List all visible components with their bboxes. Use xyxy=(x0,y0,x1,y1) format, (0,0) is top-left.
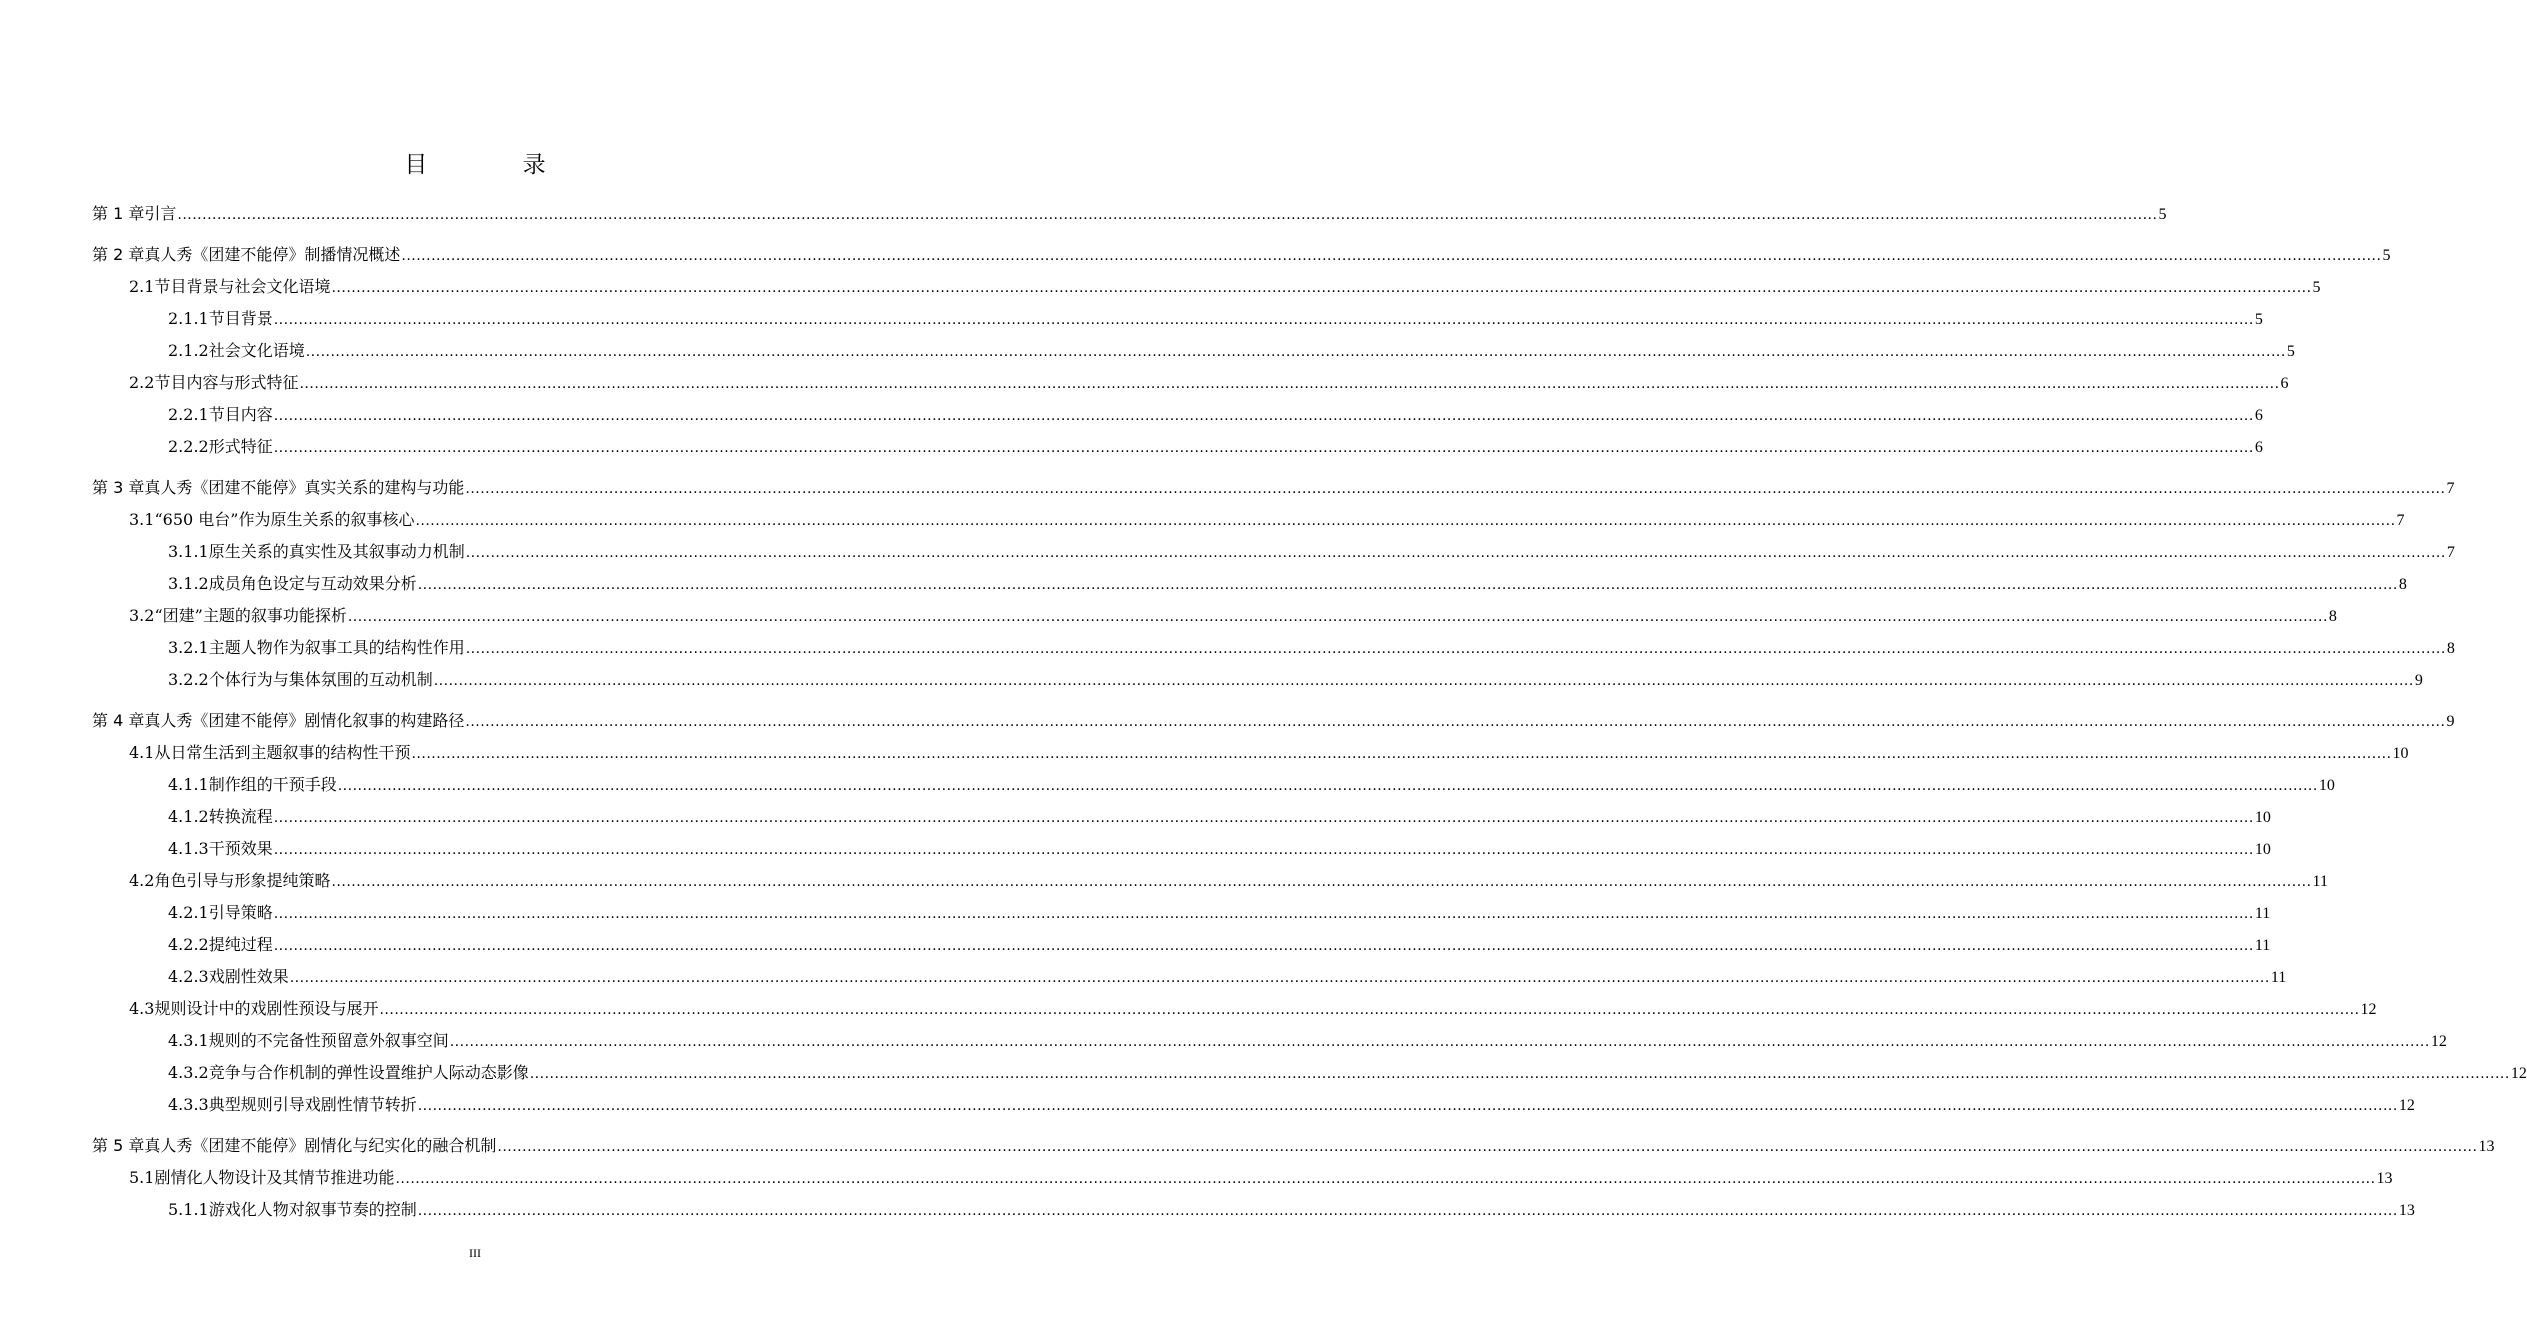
toc-entry-number: 5.1.1 xyxy=(168,1200,209,1219)
toc-entry-page: 6 xyxy=(2254,439,2263,456)
toc-entry-page: 10 xyxy=(2318,777,2335,794)
toc-subsection-entry[interactable] xyxy=(168,961,2287,993)
toc-entry-page: 5 xyxy=(2286,343,2295,360)
toc-dot-leader: ................................................................................................................................................................................................................................................................................................................................................................................................................ xyxy=(497,1139,2478,1155)
toc-dot-leader: ................................................................................................................................................................................................................................................................................................................................................................................................................ xyxy=(417,577,2398,593)
toc-chapter-entry[interactable] xyxy=(92,705,2455,737)
toc-entry-number: 第 2 章 xyxy=(92,245,145,264)
toc-entry-page: 8 xyxy=(2328,608,2337,625)
toc-entry-page: 11 xyxy=(2254,905,2271,922)
toc-entry-page: 5 xyxy=(2312,279,2321,296)
toc-dot-leader: ................................................................................................................................................................................................................................................................................................................................................................................................................ xyxy=(273,312,2254,328)
toc-subsection-entry[interactable] xyxy=(168,769,2335,801)
toc-entry-number: 3.2.1 xyxy=(168,638,209,657)
toc-entry-title: 原生关系的真实性及其叙事动力机制 xyxy=(208,542,465,561)
toc-chapter-entry[interactable] xyxy=(92,472,2455,504)
toc-entry-number: 3.2.2 xyxy=(168,670,209,689)
toc-entry-page: 7 xyxy=(2446,480,2455,497)
toc-dot-leader: ................................................................................................................................................................................................................................................................................................................................................................................................................ xyxy=(273,440,2254,456)
toc-subsection-entry[interactable] xyxy=(168,1089,2415,1121)
toc-entry-title: 节目背景与社会文化语境 xyxy=(154,277,331,296)
toc-subsection-entry[interactable] xyxy=(168,664,2423,696)
toc-entry-title: 从日常生活到主题叙事的结构性干预 xyxy=(154,743,411,762)
toc-chapter-entry[interactable] xyxy=(92,198,2167,230)
toc-entry-title: 规则的不完备性预留意外叙事空间 xyxy=(208,1031,449,1050)
toc-entry-page: 5 xyxy=(2254,311,2263,328)
toc-entry-number: 3.1 xyxy=(129,510,155,529)
toc-dot-leader: ................................................................................................................................................................................................................................................................................................................................................................................................................ xyxy=(465,641,2446,657)
toc-entry-number: 4.1.3 xyxy=(168,839,209,858)
toc-subsection-entry[interactable] xyxy=(168,536,2455,568)
toc-dot-leader: ................................................................................................................................................................................................................................................................................................................................................................................................................ xyxy=(465,714,2446,730)
toc-dot-leader: ................................................................................................................................................................................................................................................................................................................................................................................................................ xyxy=(415,513,2396,529)
toc-entry-number: 第 1 章 xyxy=(92,204,145,223)
toc-entry-title: 制作组的干预手段 xyxy=(208,775,337,794)
toc-entry-title: “团建”主题的叙事功能探析 xyxy=(154,606,347,625)
toc-section-entry[interactable] xyxy=(129,865,2328,897)
toc-subsection-entry[interactable] xyxy=(168,568,2407,600)
toc-entry-page: 11 xyxy=(2312,873,2328,890)
toc-entry-page: 5 xyxy=(2382,247,2391,264)
toc-dot-leader: ................................................................................................................................................................................................................................................................................................................................................................................................................ xyxy=(273,906,2254,922)
toc-entry-number: 3.1.2 xyxy=(168,574,209,593)
toc-entry-page: 6 xyxy=(2280,375,2289,392)
toc-dot-leader: ................................................................................................................................................................................................................................................................................................................................................................................................................ xyxy=(529,1066,2510,1082)
toc-entry-page: 13 xyxy=(2478,1138,2495,1155)
toc-entry-page: 5 xyxy=(2158,206,2167,223)
toc-dot-leader: ................................................................................................................................................................................................................................................................................................................................................................................................................ xyxy=(417,1098,2398,1114)
toc-entry-title: 干预效果 xyxy=(208,839,273,858)
toc-entry-page: 12 xyxy=(2510,1065,2527,1082)
toc-entry-title: 引言 xyxy=(144,204,177,223)
toc-subsection-entry[interactable] xyxy=(168,303,2263,335)
toc-dot-leader: ................................................................................................................................................................................................................................................................................................................................................................................................................ xyxy=(273,938,2254,954)
toc-entry-number: 4.3.1 xyxy=(168,1031,209,1050)
toc-entry-page: 7 xyxy=(2396,512,2405,529)
toc-entry-title: 典型规则引导戏剧性情节转折 xyxy=(208,1095,417,1114)
toc-entry-number: 4.1.2 xyxy=(168,807,209,826)
toc-entry-number: 2.2.1 xyxy=(168,405,209,424)
toc-section-entry[interactable] xyxy=(129,993,2377,1025)
toc-entry-number: 2.1.1 xyxy=(168,309,209,328)
toc-subsection-entry[interactable] xyxy=(168,399,2263,431)
toc-entry-title: 转换流程 xyxy=(208,807,273,826)
toc-subsection-entry[interactable] xyxy=(168,833,2271,865)
toc-dot-leader: ................................................................................................................................................................................................................................................................................................................................................................................................................ xyxy=(331,280,2312,296)
toc-entry-number: 2.1 xyxy=(129,277,155,296)
toc-subsection-entry[interactable] xyxy=(168,335,2295,367)
toc-entry-number: 5.1 xyxy=(129,1168,155,1187)
toc-entry-number: 4.1 xyxy=(129,743,155,762)
toc-entry-page: 7 xyxy=(2446,544,2455,561)
toc-subsection-entry[interactable] xyxy=(168,1057,2527,1089)
toc-subsection-entry[interactable] xyxy=(168,897,2271,929)
toc-entry-number: 第 3 章 xyxy=(92,478,145,497)
toc-entry-number: 4.2.2 xyxy=(168,935,209,954)
toc-section-entry[interactable] xyxy=(129,737,2409,769)
toc-entry-number: 2.2.2 xyxy=(168,437,209,456)
toc-entry-title: 真人秀《团建不能停》制播情况概述 xyxy=(144,245,401,264)
toc-entry-title: 真人秀《团建不能停》剧情化与纪实化的融合机制 xyxy=(144,1136,497,1155)
toc-subsection-entry[interactable] xyxy=(168,801,2271,833)
toc-entry-page: 10 xyxy=(2392,745,2409,762)
toc-dot-leader: ................................................................................................................................................................................................................................................................................................................................................................................................................ xyxy=(273,810,2254,826)
toc-dot-leader: ................................................................................................................................................................................................................................................................................................................................................................................................................ xyxy=(411,746,2392,762)
toc-section-entry[interactable] xyxy=(129,367,2289,399)
toc-section-entry[interactable] xyxy=(129,1162,2393,1194)
toc-chapter-entry[interactable] xyxy=(92,239,2391,271)
toc-dot-leader: ................................................................................................................................................................................................................................................................................................................................................................................................................ xyxy=(379,1002,2360,1018)
toc-entry-title: 成员角色设定与互动效果分析 xyxy=(208,574,417,593)
toc-dot-leader: ................................................................................................................................................................................................................................................................................................................................................................................................................ xyxy=(273,408,2254,424)
toc-entry-page: 9 xyxy=(2414,672,2423,689)
toc-entry-page: 6 xyxy=(2254,407,2263,424)
toc-dot-leader: ................................................................................................................................................................................................................................................................................................................................................................................................................ xyxy=(331,874,2312,890)
toc-dot-leader: ................................................................................................................................................................................................................................................................................................................................................................................................................ xyxy=(465,481,2446,497)
toc-subsection-entry[interactable] xyxy=(168,431,2263,463)
toc-subsection-entry[interactable] xyxy=(168,1025,2447,1057)
toc-dot-leader: ................................................................................................................................................................................................................................................................................................................................................................................................................ xyxy=(465,545,2446,561)
toc-entry-title: 引导策略 xyxy=(208,903,273,922)
toc-entry-number: 4.3.3 xyxy=(168,1095,209,1114)
toc-subsection-entry[interactable] xyxy=(168,632,2455,664)
toc-entry-number: 2.1.2 xyxy=(168,341,209,360)
toc-section-entry[interactable] xyxy=(129,271,2321,303)
toc-entry-number: 3.2 xyxy=(129,606,155,625)
toc-dot-leader: ................................................................................................................................................................................................................................................................................................................................................................................................................ xyxy=(433,673,2414,689)
toc-entry-page: 8 xyxy=(2446,640,2455,657)
toc-entry-title: 形式特征 xyxy=(208,437,273,456)
toc-entry-page: 9 xyxy=(2446,713,2455,730)
toc-subsection-entry[interactable] xyxy=(168,1194,2415,1226)
toc-entry-title: 真人秀《团建不能停》剧情化叙事的构建路径 xyxy=(144,711,465,730)
toc-entry-page: 8 xyxy=(2398,576,2407,593)
toc-section-entry[interactable] xyxy=(129,504,2405,536)
toc-dot-leader: ................................................................................................................................................................................................................................................................................................................................................................................................................ xyxy=(299,376,2280,392)
toc-entry-number: 4.3 xyxy=(129,999,155,1018)
toc-entry-page: 12 xyxy=(2430,1033,2447,1050)
toc-entry-number: 第 4 章 xyxy=(92,711,145,730)
toc-entry-title: 节目内容与形式特征 xyxy=(154,373,299,392)
toc-entry-title: 戏剧性效果 xyxy=(208,967,289,986)
toc-dot-leader: ................................................................................................................................................................................................................................................................................................................................................................................................................ xyxy=(273,842,2254,858)
toc-entry-title: 剧情化人物设计及其情节推进功能 xyxy=(154,1168,395,1187)
toc-dot-leader: ................................................................................................................................................................................................................................................................................................................................................................................................................ xyxy=(449,1034,2430,1050)
toc-dot-leader: ................................................................................................................................................................................................................................................................................................................................................................................................................ xyxy=(347,609,2328,625)
toc-entry-page: 12 xyxy=(2398,1097,2415,1114)
toc-entry-number: 4.1.1 xyxy=(168,775,209,794)
toc-entry-number: 4.2.1 xyxy=(168,903,209,922)
toc-entry-number: 4.2.3 xyxy=(168,967,209,986)
toc-entry-title: 规则设计中的戏剧性预设与展开 xyxy=(154,999,379,1018)
page-number-footer: III xyxy=(469,1246,481,1260)
toc-dot-leader: ................................................................................................................................................................................................................................................................................................................................................................................................................ xyxy=(401,248,2382,264)
toc-dot-leader: ................................................................................................................................................................................................................................................................................................................................................................................................................ xyxy=(395,1171,2376,1187)
toc-entry-page: 10 xyxy=(2254,841,2271,858)
toc-subsection-entry[interactable] xyxy=(168,929,2271,961)
toc-entry-page: 12 xyxy=(2360,1001,2377,1018)
toc-entry-title: 个体行为与集体氛围的互动机制 xyxy=(208,670,433,689)
toc-entry-title: 游戏化人物对叙事节奏的控制 xyxy=(208,1200,417,1219)
toc-entry-title: 提纯过程 xyxy=(208,935,273,954)
toc-dot-leader: ................................................................................................................................................................................................................................................................................................................................................................................................................ xyxy=(289,970,2270,986)
toc-section-entry[interactable] xyxy=(129,600,2337,632)
toc-entry-title: 角色引导与形象提纯策略 xyxy=(154,871,331,890)
toc-dot-leader: ................................................................................................................................................................................................................................................................................................................................................................................................................ xyxy=(417,1203,2398,1219)
toc-entry-number: 2.2 xyxy=(129,373,155,392)
toc-entry-title: 真人秀《团建不能停》真实关系的建构与功能 xyxy=(144,478,465,497)
toc-entry-number: 4.2 xyxy=(129,871,155,890)
toc-entry-number: 3.1.1 xyxy=(168,542,209,561)
toc-entry-title: 节目内容 xyxy=(208,405,273,424)
toc-dot-leader: ................................................................................................................................................................................................................................................................................................................................................................................................................ xyxy=(337,778,2318,794)
toc-entry-number: 第 5 章 xyxy=(92,1136,145,1155)
toc-entry-title: 社会文化语境 xyxy=(208,341,305,360)
toc-entry-title: 节目背景 xyxy=(208,309,273,328)
toc-title: 目 录 xyxy=(404,152,590,178)
toc-entry-number: 4.3.2 xyxy=(168,1063,209,1082)
toc-entry-page: 11 xyxy=(2270,969,2287,986)
toc-dot-leader: ................................................................................................................................................................................................................................................................................................................................................................................................................ xyxy=(177,207,2158,223)
toc-entry-page: 13 xyxy=(2376,1170,2393,1187)
toc-chapter-entry[interactable] xyxy=(92,1130,2495,1162)
toc-entry-page: 10 xyxy=(2254,809,2271,826)
toc-entry-title: 竞争与合作机制的弹性设置维护人际动态影像 xyxy=(208,1063,529,1082)
toc-entry-page: 13 xyxy=(2398,1202,2415,1219)
toc-entry-title: “650 电台”作为原生关系的叙事核心 xyxy=(154,510,415,529)
toc-dot-leader: ................................................................................................................................................................................................................................................................................................................................................................................................................ xyxy=(305,344,2286,360)
toc-entry-page: 11 xyxy=(2254,937,2271,954)
toc-entry-title: 主题人物作为叙事工具的结构性作用 xyxy=(208,638,465,657)
